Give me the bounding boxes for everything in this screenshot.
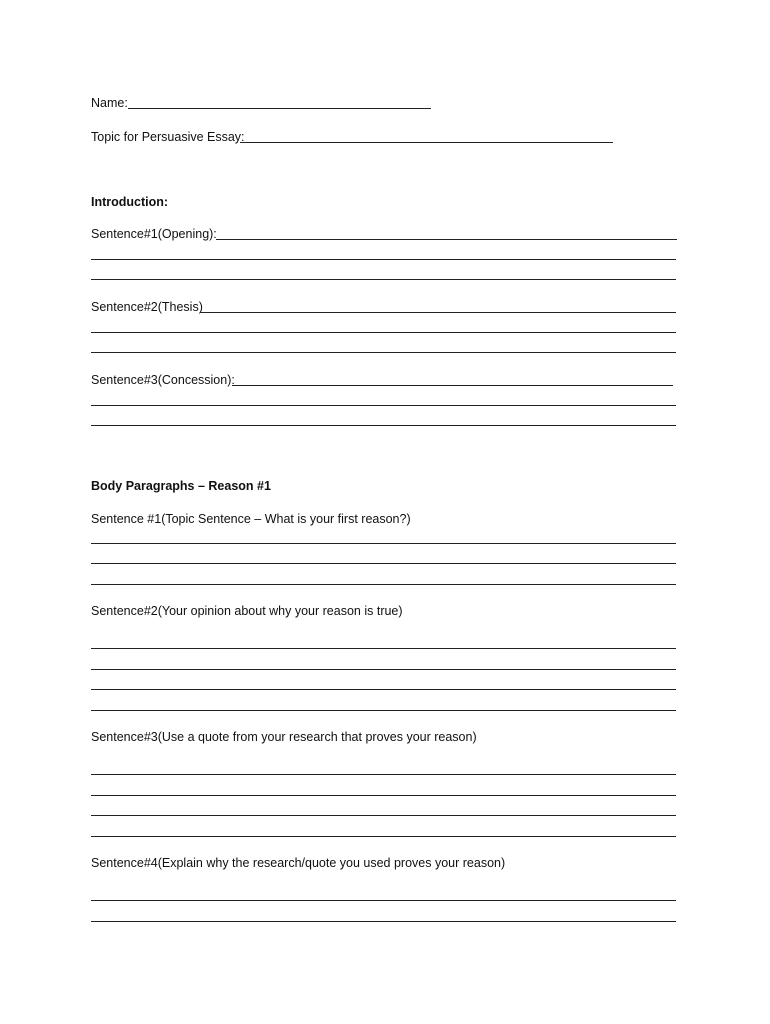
- intro-sentence1-prompt: Sentence#1(Opening):: [91, 227, 217, 241]
- introduction-heading: Introduction:: [91, 195, 169, 209]
- intro-sentence2-line-2[interactable]: [91, 332, 676, 333]
- reason1-sentence3-line-2[interactable]: [91, 795, 676, 796]
- reason1-sentence4-line-1[interactable]: [91, 900, 676, 901]
- intro-sentence3-line-3[interactable]: [91, 425, 676, 426]
- intro-sentence1-line-2[interactable]: [91, 259, 676, 260]
- reason1-sentence4-prompt: Sentence#4(Explain why the research/quote you used proves your reason): [91, 856, 506, 870]
- reason1-sentence1-line-3[interactable]: [91, 584, 676, 585]
- intro-sentence1-line-3[interactable]: [91, 279, 676, 280]
- reason1-sentence2-prompt: Sentence#2(Your opinion about why your reason is true): [91, 604, 403, 618]
- intro-sentence3-line-1[interactable]: [232, 385, 673, 386]
- intro-sentence3-prompt: Sentence#3(Concession):: [91, 373, 235, 387]
- reason1-sentence2-line-1[interactable]: [91, 648, 676, 649]
- body-reason1-heading: Body Paragraphs – Reason #1: [91, 479, 271, 493]
- reason1-sentence1-line-1[interactable]: [91, 543, 676, 544]
- reason1-sentence4-line-2[interactable]: [91, 921, 676, 922]
- topic-label: Topic for Persuasive Essay:: [91, 130, 245, 144]
- reason1-sentence3-prompt: Sentence#3(Use a quote from your research that proves your reason): [91, 730, 477, 744]
- reason1-sentence2-line-3[interactable]: [91, 689, 676, 690]
- name-answer-line[interactable]: [128, 108, 431, 109]
- intro-sentence2-line-1[interactable]: [200, 312, 676, 313]
- reason1-sentence2-line-2[interactable]: [91, 669, 676, 670]
- reason1-sentence3-line-4[interactable]: [91, 836, 676, 837]
- intro-sentence1-line-1[interactable]: [216, 239, 677, 240]
- reason1-sentence3-line-1[interactable]: [91, 774, 676, 775]
- reason1-sentence3-line-3[interactable]: [91, 815, 676, 816]
- intro-sentence2-prompt: Sentence#2(Thesis): [91, 300, 203, 314]
- topic-answer-line[interactable]: [240, 142, 613, 143]
- reason1-sentence1-line-2[interactable]: [91, 563, 676, 564]
- name-label: Name:: [91, 96, 128, 110]
- intro-sentence2-line-3[interactable]: [91, 352, 676, 353]
- reason1-sentence1-prompt: Sentence #1(Topic Sentence – What is your first reason?): [91, 512, 411, 526]
- intro-sentence3-line-2[interactable]: [91, 405, 676, 406]
- reason1-sentence2-line-4[interactable]: [91, 710, 676, 711]
